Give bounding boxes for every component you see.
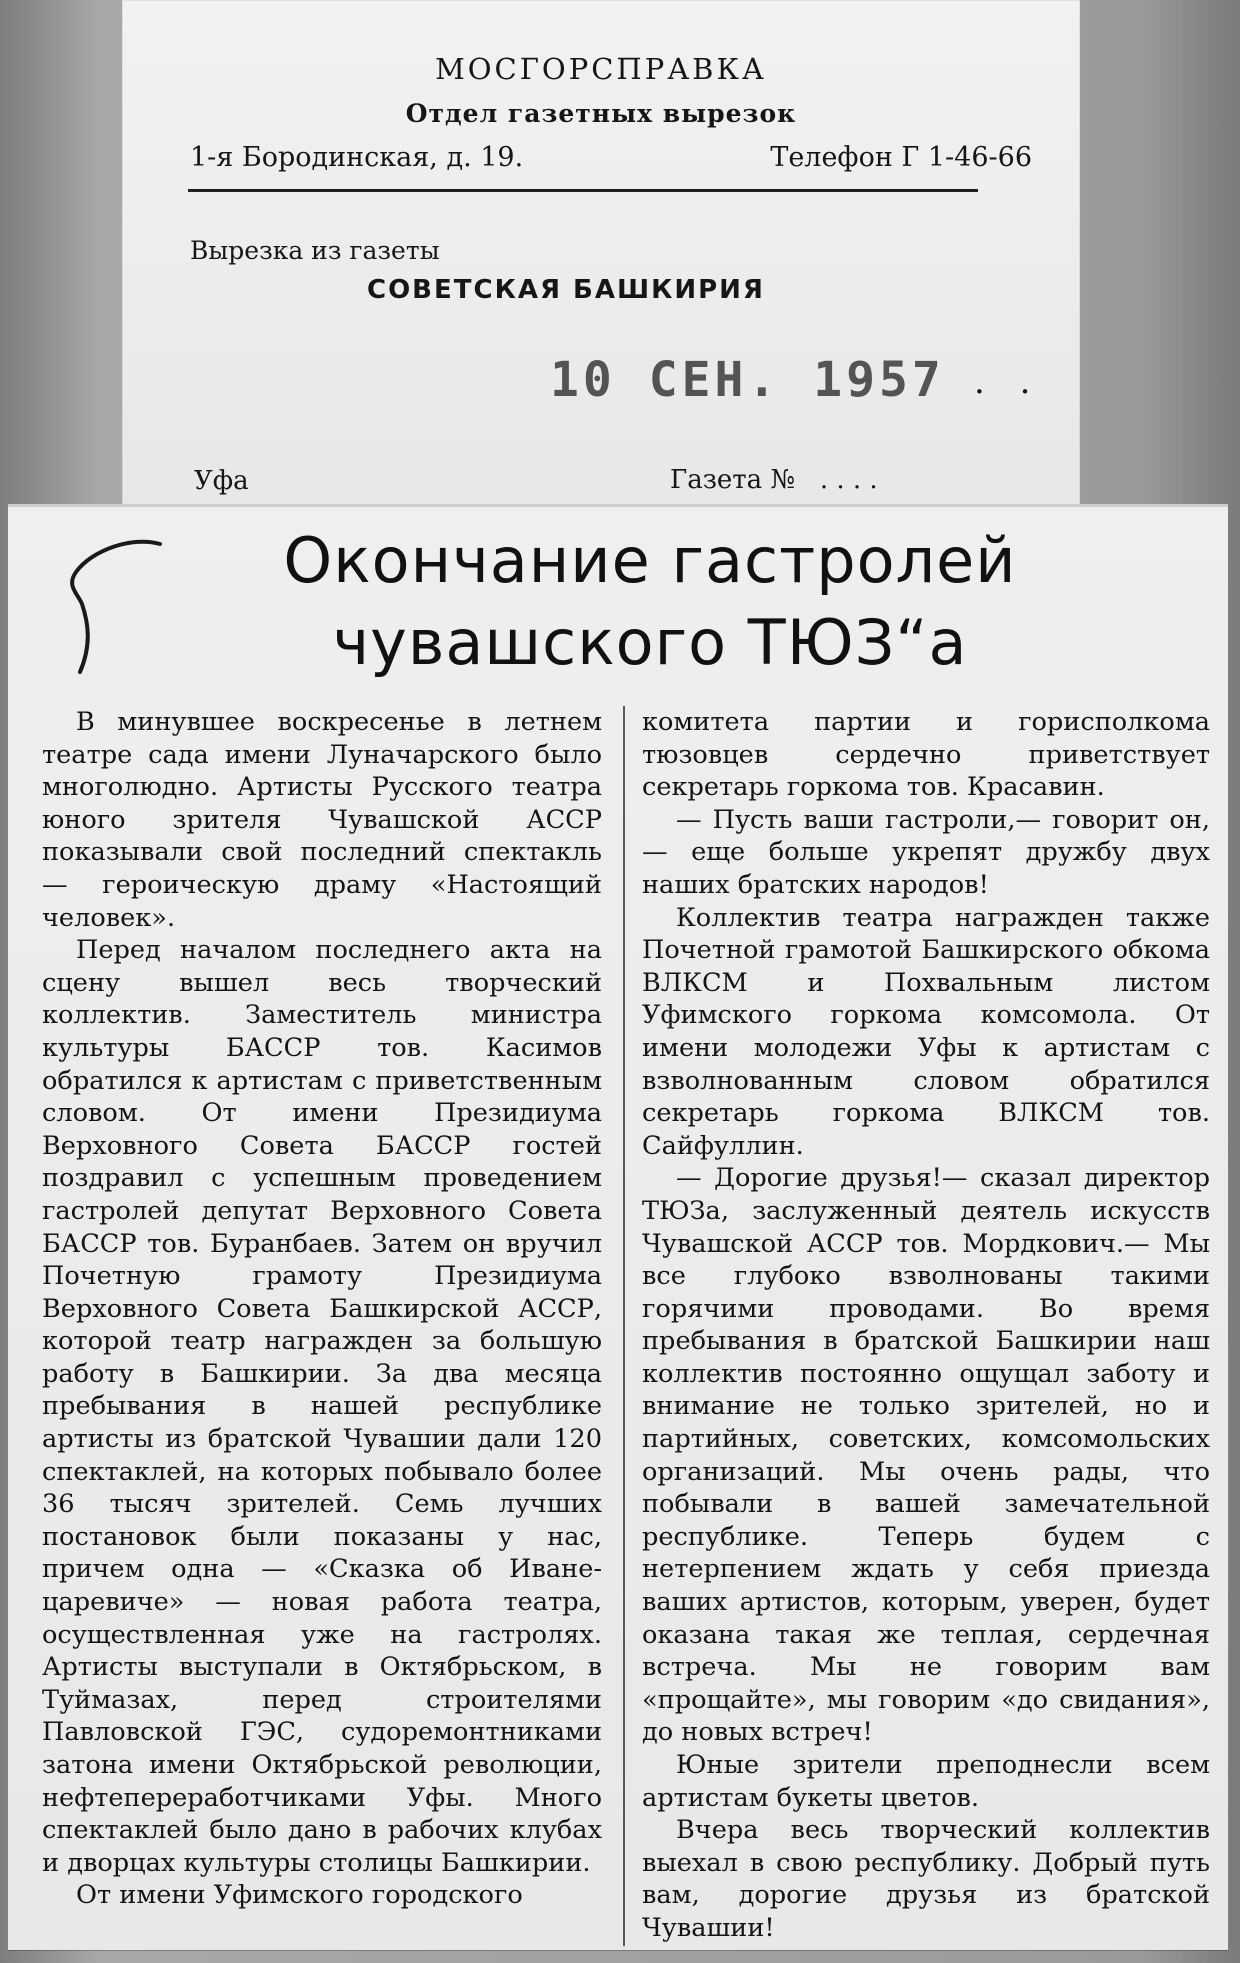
article-headline <box>150 520 1150 684</box>
clipping-top-edge <box>8 504 1228 507</box>
article-body <box>42 706 1214 1946</box>
paragraph: Юные зрители преподнесли всем артистам букеты цветов. <box>642 1750 1210 1813</box>
headline-line-2: чувашского ТЮЗ“а <box>332 606 968 679</box>
address-row <box>190 142 1032 182</box>
address: 1-я Бородинская, д. 19. <box>190 142 524 173</box>
right-column <box>642 706 1210 1945</box>
paragraph: — Дорогие друзья!— сказал директор ТЮЗа, заслуженный деятель искусств Чувашской АССР тов. Мордкович.— Мы все глубоко взволнованы такими горячими проводами. Во время пребывания в братской Башкирии наш коллектив постоянно ощущал заботу и внимание не только зрителей, но и партийных, советских, комсомольских организаций. Мы очень рады, что побывали в вашей замечательной республике. Теперь будем с нетерпением ждать у себя приезда ваших артистов, которым, уверен, будет оказана такая же теплая, сердечная встреча. Мы не говорим вам «прощайте», мы говорим «до свидания», до новых встреч! <box>642 1163 1210 1748</box>
paragraph: От имени Уфимского городского <box>76 1880 523 1911</box>
paragraph: Коллектив театра награжден также Почетной грамотой Башкирского обкома ВЛКСМ и Похвальным листом Уфимского горкома комсомола. От имени молодежи Уфы к артистам с взволнованным словом обратился секретарь горкома ВЛКСМ тов. Сайфуллин. <box>642 902 1210 1161</box>
date-stamp: 10 СЕН. 1957 <box>550 352 945 408</box>
paragraph: Перед началом последнего акта на сцену вышел весь творческий коллектив. Заместитель министра культуры БАССР тов. Касимов обратился к артистам с приветственным словом. От имени Президиума Верховного Совета БАССР гостей поздравил с успешным проведением гастролей депутат Верховного Совета БАССР тов. Буранбаев. Затем он вручил Почетную грамоту Президиума Верховного Совета Башкирской АССР, которой театр награжден за большую работу в Башкирии. За два месяца пребывания в нашей республике артисты из братской Чувашии дали 120 спектаклей, на которых побывало более 36 тысяч зрителей. Семь лучших постановок были показаны у нас, причем одна — «Сказка об Иване-царевиче» — новая работа театра, осуществленная уже на гастролях. Артисты выступали в Октябрьском, в Туймазах, перед строителями Павловской ГЭС, судоремонтниками затона имени Октябрьской революции, нефтепереработчиками Уфы. Много спектаклей было дано в рабочих клубах и дворцах культуры столицы Башкирии. <box>42 935 602 1878</box>
stamp-dots: . . <box>974 362 1043 402</box>
city-label: Уфа <box>194 466 249 496</box>
clipping-from-label: Вырезка из газеты <box>190 236 440 265</box>
header-rule <box>188 189 978 192</box>
left-column <box>42 706 602 1912</box>
newspaper-name: СОВЕТСКАЯ БАШКИРИЯ <box>367 275 765 305</box>
headline-line-1: Окончание гастролей <box>283 524 1017 597</box>
department-name: Отдел газетных вырезок <box>405 99 797 128</box>
paragraph: Вчера весь творческий коллектив выехал в свою республику. Добрый путь вам, дорогие друзья из братской Чувашии! <box>642 1815 1210 1943</box>
phone: Телефон Г 1-46-66 <box>770 142 1032 173</box>
organization-name: МОСГОРСПРАВКА <box>435 52 767 86</box>
paragraph: В минувшее воскресенье в летнем театре сада имени Луначарского было многолюдно. Артисты Русского театра юного зрителя Чувашской АССР показывали свой последний спектакль — героическую драму «Настоящий человек». <box>42 707 602 933</box>
column-divider <box>623 706 625 1946</box>
paragraph: — Пусть ваши гастроли,— говорит он,— еще больше укрепят дружбу двух наших братских народов! <box>642 804 1210 900</box>
paragraph-continuation: комитета партии и горисполкома тюзовцев сердечно приветствует секретарь горкома тов. Красавин. <box>642 707 1210 803</box>
issue-number-label: Газета № . . . . <box>670 465 878 495</box>
clipping-service-slip <box>122 0 1080 520</box>
